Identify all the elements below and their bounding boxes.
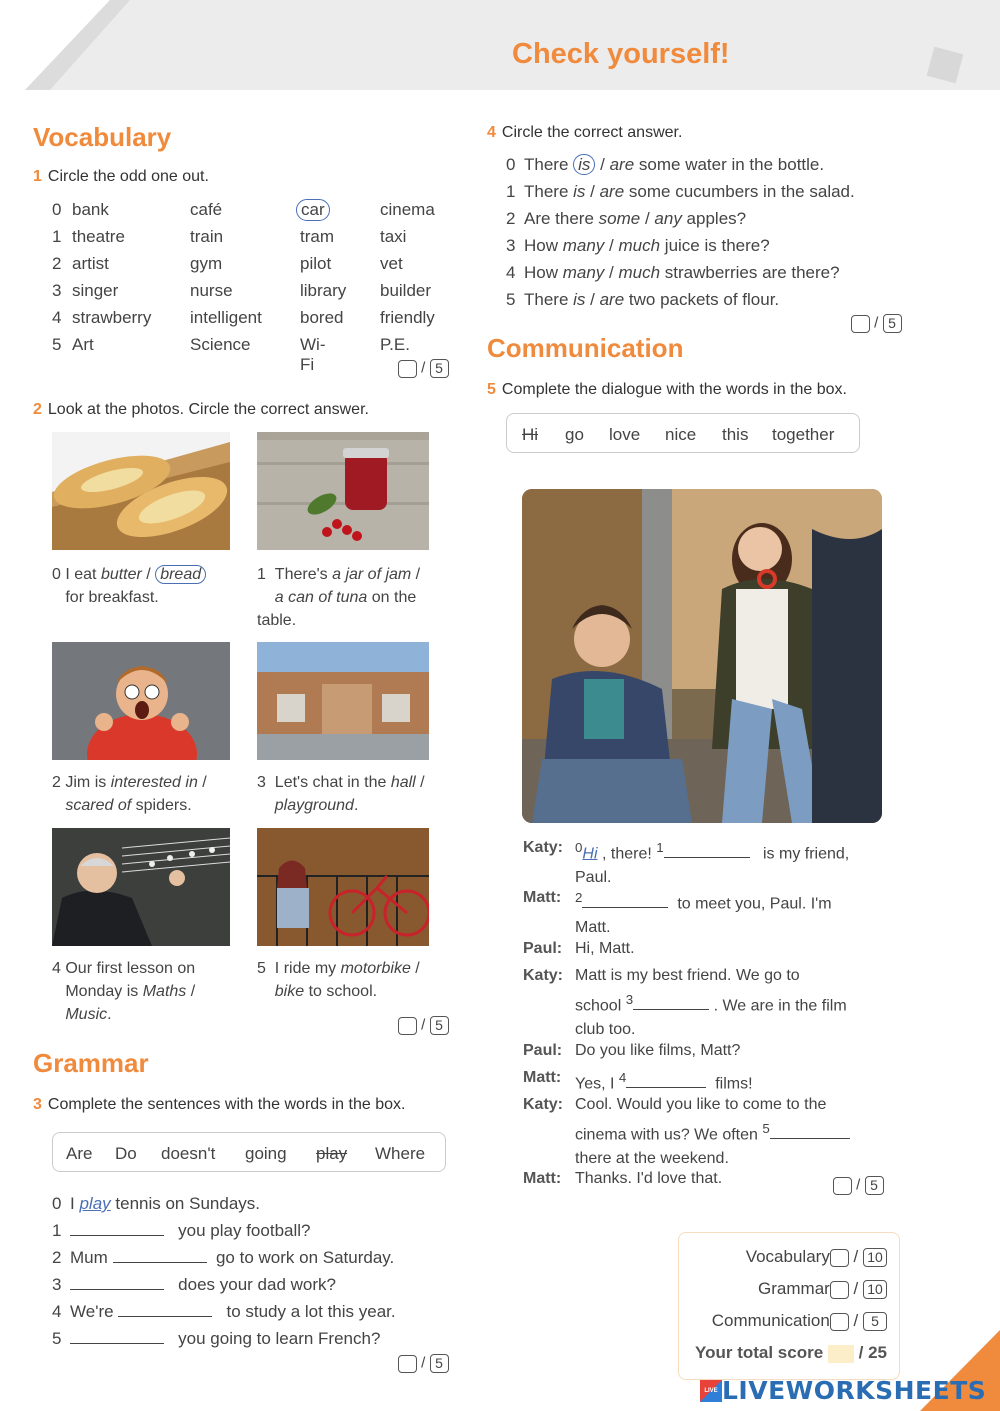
dialogue-line: Katy: Matt is my best friend. We go to school $^3$ . We are in the film club too. <box>523 967 847 1039</box>
word-box-item: love <box>609 425 641 444</box>
summary-grammar: Grammar / 10 <box>758 1279 887 1299</box>
score-input-box[interactable] <box>830 1249 849 1267</box>
summary-vocabulary: Vocabulary / 10 <box>746 1247 887 1267</box>
score-input-box[interactable] <box>398 360 417 378</box>
ex4-instruction: 4 Circle the correct answer. <box>487 124 683 141</box>
ex3-sentence-0: 0 I play tennis on Sundays. <box>52 1194 260 1213</box>
ex5-word-box <box>506 413 860 453</box>
score-input-box[interactable] <box>833 1177 852 1195</box>
word-box-item: doesn't <box>161 1144 216 1163</box>
answer-blank[interactable] <box>70 1330 164 1344</box>
score-input-box[interactable] <box>830 1313 849 1331</box>
answer-blank[interactable] <box>664 844 750 858</box>
dialogue-line: Matt: Yes, I $^4$ films! <box>523 1069 753 1093</box>
answer-blank[interactable] <box>118 1303 212 1317</box>
ex4-sentence-0: 0 There is / are some water in the bottle. <box>506 155 825 174</box>
ex2-caption-5: 5 I ride my motorbike / bike to school. <box>257 960 420 1000</box>
word-box-item: Where <box>375 1144 426 1163</box>
photo-playground <box>257 642 429 760</box>
ex2-caption-2: 2 Jim is interested in / scared of spiders. <box>52 774 207 814</box>
word-box-item: play <box>316 1144 348 1163</box>
summary-total: Your total score / 25 <box>695 1343 887 1362</box>
ex4-score: / 5 <box>851 314 902 333</box>
ex2-caption-4: 4 Our first lesson on Monday is Maths / Music. <box>52 960 196 1023</box>
ex4-sentence-4: 4 How many / much strawberries are there? <box>506 263 840 282</box>
ex5-score: / 5 <box>833 1176 884 1195</box>
word-box-item: Do <box>115 1144 137 1163</box>
score-summary <box>678 1232 900 1380</box>
ex4-sentence-1: 1 There is / are some cucumbers in the salad. <box>506 182 855 201</box>
answer-blank[interactable] <box>582 894 668 908</box>
dialogue-line: Paul: Do you like films, Matt? <box>523 1042 741 1059</box>
ex5-instruction: 5 Complete the dialogue with the words in the box. <box>487 381 847 398</box>
communication-heading: Communication <box>487 333 684 363</box>
circled-answer: is <box>573 154 595 175</box>
score-input-box[interactable] <box>398 1017 417 1035</box>
word-box-item: together <box>772 425 835 444</box>
photo-jam <box>257 432 429 550</box>
answer-blank[interactable] <box>633 996 709 1010</box>
ex3-word-box <box>52 1132 446 1172</box>
total-score-field[interactable] <box>828 1345 854 1363</box>
answer-blank[interactable] <box>70 1222 164 1236</box>
ex3-sentence-3: 3 does your dad work? <box>52 1275 336 1294</box>
ex1-instruction: 1 Circle the odd one out. <box>33 168 209 185</box>
answer-blank[interactable] <box>70 1276 164 1290</box>
photo-music-lesson <box>52 828 230 946</box>
dialogue-line: Katy: Cool. Would you like to come to the cinema with us? We often $^5$ there at the weekend. <box>523 1093 893 1165</box>
dialogue-line: Katy: $^0$Hi , there! $^1$ is my friend, Paul. <box>523 839 850 887</box>
liveworksheets-logo <box>700 1376 986 1406</box>
photo-teenagers <box>522 489 882 823</box>
answer-blank[interactable] <box>113 1249 207 1263</box>
summary-communication: Communication / 5 <box>712 1311 887 1331</box>
grammar-heading: Grammar <box>33 1048 149 1078</box>
dialogue-line: Paul: Hi, Matt. <box>523 940 635 957</box>
ex2-score: / 5 <box>398 1016 449 1035</box>
word-box-item: Are <box>66 1144 93 1163</box>
ex3-sentence-5: 5 you going to learn French? <box>52 1329 381 1348</box>
ex4-sentence-5: 5 There is / are two packets of flour. <box>506 290 780 309</box>
ex3-sentence-2: 2 Mum go to work on Saturday. <box>52 1248 395 1267</box>
answer-blank[interactable] <box>770 1125 850 1139</box>
circled-answer: car <box>296 199 330 221</box>
ex3-score: / 5 <box>398 1354 449 1373</box>
dialogue-line: Matt: $^2$ to meet you, Paul. I'm Matt. <box>523 889 832 937</box>
score-input-box[interactable] <box>851 315 870 333</box>
ex1-score: / 5 <box>398 359 449 378</box>
dialogue-line: Matt: Thanks. I'd love that. <box>523 1170 723 1187</box>
score-input-box[interactable] <box>398 1355 417 1373</box>
ex4-sentence-3: 3 How many / much juice is there? <box>506 236 770 255</box>
ex2-caption-0: 0 I eat butter / bread for breakfast. <box>52 563 242 609</box>
brand-wordmark: LIVEWORKSHEETS <box>722 1376 987 1405</box>
answer-blank[interactable] <box>626 1074 706 1088</box>
word-box-item: nice <box>665 425 697 444</box>
logo-badge-icon: LIVE <box>700 1380 722 1402</box>
ex2-instruction: 2 Look at the photos. Circle the correct answer. <box>33 401 369 418</box>
word-box-item: this <box>722 425 749 444</box>
ex4-sentence-2: 2 Are there some / any apples? <box>506 209 747 228</box>
page-title: Check yourself! <box>512 38 730 70</box>
circled-answer: bread <box>155 565 206 584</box>
header-banner <box>0 0 1000 90</box>
photo-bike <box>257 828 429 946</box>
ex3-sentence-4: 4 We're to study a lot this year. <box>52 1302 396 1321</box>
photo-bread <box>52 432 230 550</box>
word-box-item: Hi <box>522 425 539 444</box>
ex2-caption-3: 3 Let's chat in the hall / playground. <box>257 774 425 814</box>
photo-scared-boy <box>52 642 230 760</box>
word-box-item: going <box>245 1144 287 1163</box>
ex3-sentence-1: 1 you play football? <box>52 1221 311 1240</box>
score-input-box[interactable] <box>830 1281 849 1299</box>
word-box-item: go <box>565 425 584 444</box>
vocabulary-heading: Vocabulary <box>33 122 172 152</box>
ex2-caption-1: 1 There's a jar of jam / a can of tuna on the table. <box>257 566 421 629</box>
ex3-instruction: 3 Complete the sentences with the words in the box. <box>33 1096 406 1113</box>
